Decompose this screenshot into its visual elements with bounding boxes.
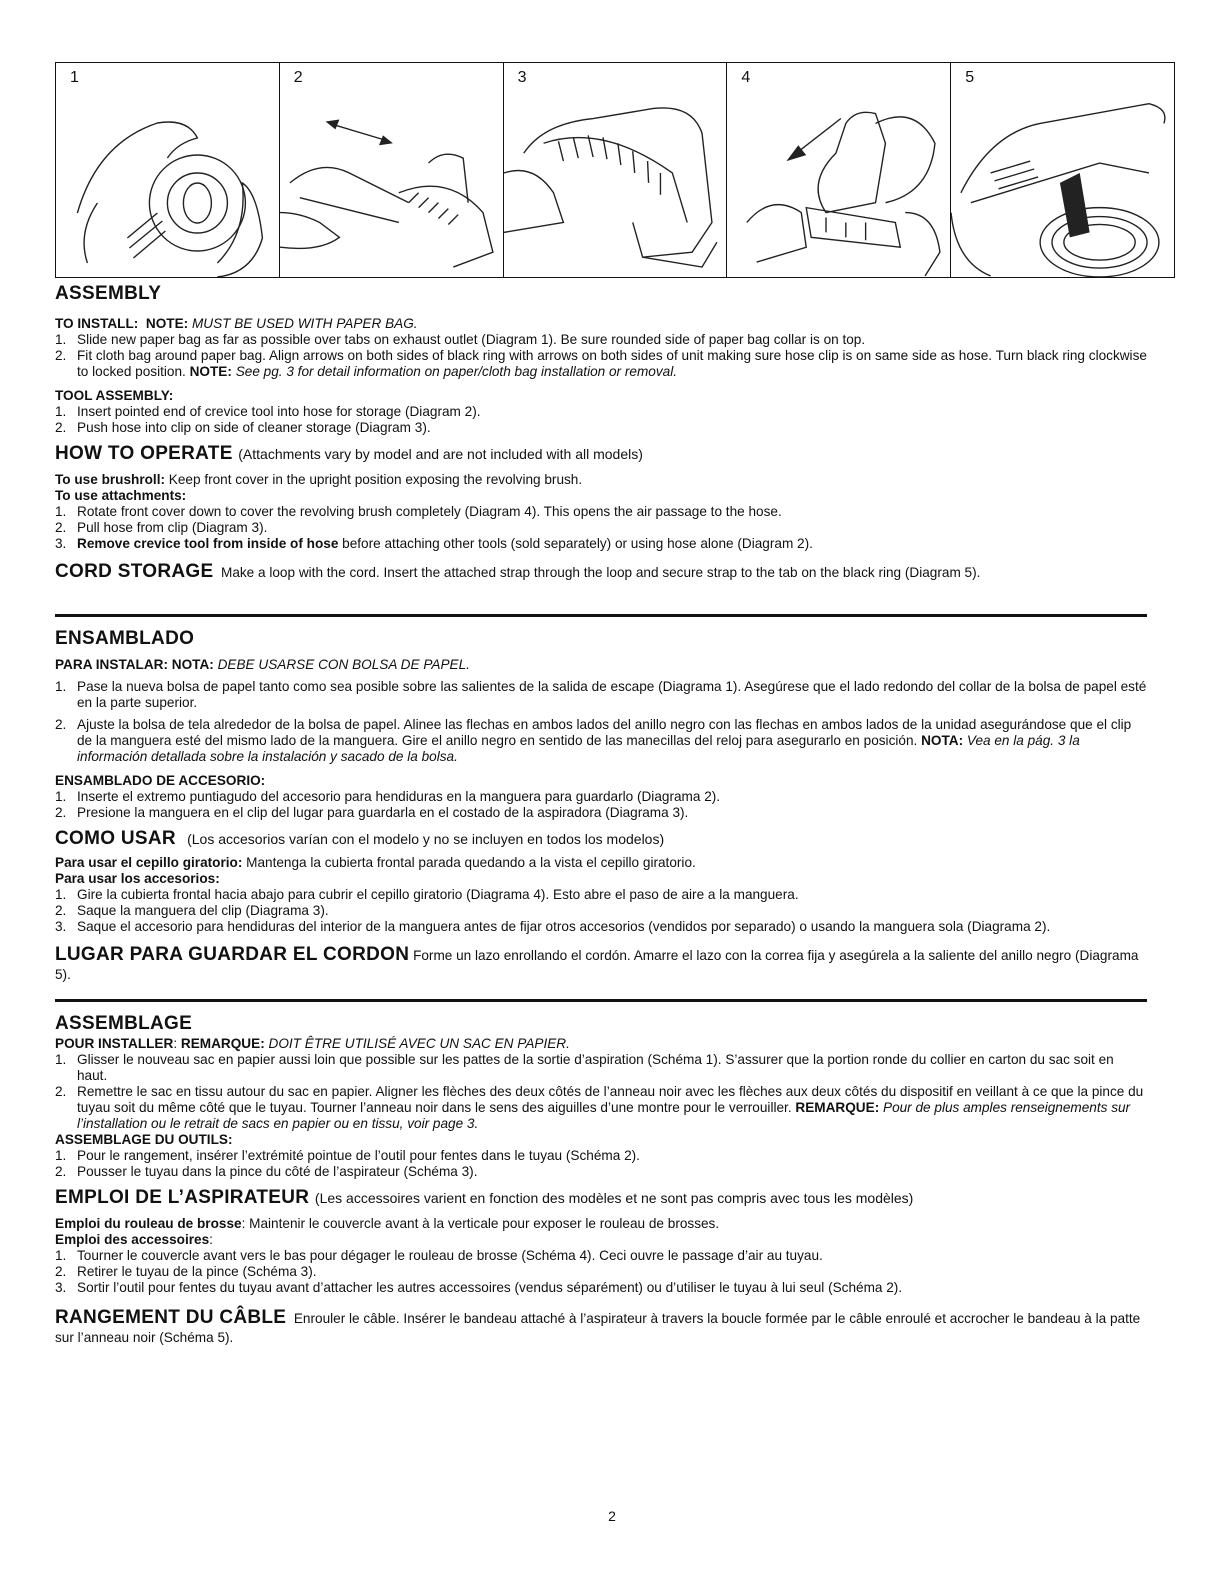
list-item: 1. Glisser le nouveau sac en papier aussi loin que possible sur les pattes de la sortie d’aspiration (Schéma 1). S’assurer que la portion ronde du collier en carton du sac soit en haut. [55,1052,1114,1083]
install-note-label: NOTE: [145,316,189,331]
list-item: 1. Tourner le couvercle avant vers le bas pour dégager le rouleau de brosse (Schéma 4). Ceci ouvre le passage d’air au tuyau. [55,1248,823,1263]
diagram-5-number: 5 [965,69,975,86]
install-steps [55,332,1147,380]
list-item: 2. Pousser le tuyau dans la pince du côté de l’aspirateur (Schéma 3). [55,1164,478,1179]
diagram-3-number: 3 [517,69,527,86]
operate-subheading: (Attachments vary by model and are not included with all models) [238,446,643,462]
install-line [55,316,1147,332]
list-item: 1. Inserte el extremo puntiagudo del accesorio para hendiduras en la manguera para guardarlo (Diagrama 2). [55,789,721,804]
list-item: 2. Remettre le sac en tissu autour du sac en papier. Aligner les flèches des deux côtés de l’anneau noir avec les flèches aux deux côtés du dispositif en veillant à ce que la pince du tuyau soit du même côté que le tuyau. Tourner l’anneau noir dans le sens des aiguilles d’une montre pour le verrouiller. REMARQUE: Pour de plus amples renseignements sur l’installation ou le retrait de sacs en papier ou en tissu, voir page 3. [55,1084,1144,1131]
diagram-1 [56,63,280,277]
diagram-3-illustration [504,63,727,277]
tool-assembly-heading: TOOL ASSEMBLY: [55,388,174,403]
list-item: 1. Pour le rangement, insérer l’extrémité pointue de l’outil pour fentes dans le tuyau (Schéma 2). [55,1148,640,1163]
list-item: 1. Rotate front cover down to cover the revolving brush completely (Diagram 4). This opens the air passage to the hose. [55,504,782,519]
install-step2-note-text: See pg. 3 for detail information on paper/cloth bag installation or removal. [235,364,677,379]
list-item: 1. Slide new paper bag as far as possible over tabs on exhaust outlet (Diagram 1). Be sure rounded side of paper bag collar is on top. [55,332,866,347]
diagram-4 [727,63,951,277]
fr-brush-line: Emploi du rouleau de brosse: Maintenir le couvercle avant à la verticale pour exposer le rouleau de brosses. [55,1216,720,1231]
es-acc-use-heading: Para usar los accesorios: [55,871,220,886]
list-item: 2. Fit cloth bag around paper bag. Align arrows on both sides of black ring with arrows on both sides of unit making sure hose clip is on same side as hose. Turn black ring clockwise to locked position. NOTE: See pg. 3 for detail information on paper/cloth bag installation or removal. [55,348,1147,379]
install-note-text: MUST BE USED WITH PAPER BAG. [191,316,418,331]
brushroll-line: To use brushroll: Keep front cover in the upright position exposing the revolving brush. [55,472,583,487]
assembly-heading: ASSEMBLY [55,283,162,304]
fr-cord-storage: RANGEMENT DU CÂBLE Enrouler le câble. Insérer le bandeau attaché à l’aspirateur à travers la boucle formée par le câble enroulé et accrocher le bandeau à la patte sur l’anneau noir (Schéma 5). [55,1307,1141,1345]
french-section [55,1012,1147,1346]
cord-storage: CORD STORAGE Make a loop with the cord. Insert the attached strap through the loop and secure strap to the tab on the black ring (Diagram 5). [55,561,981,582]
fr-tools-steps [55,1148,1147,1180]
list-item: 3. Saque el accesorio para hendiduras del interior de la manguera antes de fijar otros accesorios (vendidos por separado) o usando la manguera sola (Diagrama 2). [55,919,1051,934]
attachment-steps [55,504,1147,552]
es-use-heading: COMO USAR (Los accesorios varían con el modelo y no se incluyen en todos los modelos) [55,828,665,849]
page-number: 2 [608,1508,616,1524]
diagram-strip [55,62,1175,278]
list-item: 2. Ajuste la bolsa de tela alrededor de la bolsa de papel. Alinee las flechas en ambos lados del anillo negro con las flechas en ambos lados de la unidad asegurándose que el clip de la manguera esté del mismo lado de la manguera. Gire el anillo negro en sentido de las manecillas del reloj para asegurarlo en posición. NOTA: Vea en la pág. 3 la información detallada sobre la instalación y sacado de la bolsa. [55,717,1132,764]
fr-acc-heading: Emploi des accessoires: [55,1232,213,1247]
fr-use-heading: EMPLOI DE L’ASPIRATEUR (Les accessoires varient en fonction des modèles et ne sont pas compris avec tous les modèles) [55,1187,914,1208]
diagram-4-illustration [727,63,950,277]
diagram-3 [504,63,728,277]
section-divider [55,999,1147,1002]
diagram-2-illustration [280,63,503,277]
assemblage-heading: ASSEMBLAGE [55,1013,193,1034]
attachments-heading: To use attachments: [55,488,187,503]
es-install-steps [55,679,1147,765]
list-item: 1. Gire la cubierta frontal hacia abajo para cubrir el cepillo giratorio (Diagrama 4). Esto abre el paso de aire a la manguera. [55,887,799,902]
diagram-5 [951,63,1174,277]
diagram-2-number: 2 [293,69,303,86]
es-use-steps [55,887,1147,935]
diagram-1-number: 1 [70,69,79,86]
list-item: 3. Remove crevice tool from inside of hose before attaching other tools (sold separately) or using hose alone (Diagram 2). [55,536,813,551]
list-item: 2. Retirer le tuyau de la pince (Schéma 3). [55,1264,317,1279]
diagram-2 [280,63,504,277]
list-item: 2. Push hose into clip on side of cleaner storage (Diagram 3). [55,420,431,435]
list-item: 2. Presione la manguera en el clip del lugar para guardarla en el costado de la aspiradora (Diagrama 3). [55,805,689,820]
section-divider [55,614,1147,617]
es-brush-line: Para usar el cepillo giratorio: Mantenga la cubierta frontal parada quedando a la vista el cepillo giratorio. [55,855,696,870]
fr-install-steps [55,1052,1147,1132]
ensamblado-heading: ENSAMBLADO [55,628,195,649]
list-item: 1. Pase la nueva bolsa de papel tanto como sea posible sobre las salientes de la salida de escape (Diagrama 1). Asegúrese que el lado redondo del collar de la bolsa de papel esté en la parte superior. [55,679,1147,710]
english-section [55,282,1147,584]
diagram-1-illustration [56,63,279,277]
diagram-4-number: 4 [741,69,751,86]
es-accessory-steps [55,789,1147,821]
diagram-5-illustration [951,63,1174,277]
fr-acc-steps [55,1248,1147,1296]
fr-install-line: POUR INSTALLER: REMARQUE: DOIT ÊTRE UTILISÉ AVEC UN SAC EN PAPIER. [55,1036,570,1051]
list-item: 3. Sortir l’outil pour fentes du tuyau avant d’attacher les autres accessoires (vendus séparément) ou d’utiliser le tuyau à lui seul (Schéma 2). [55,1280,903,1295]
tool-steps [55,404,1147,436]
list-item: 2. Pull hose from clip (Diagram 3). [55,520,268,535]
es-cord-storage: LUGAR PARA GUARDAR EL CORDON Forme un lazo enrollando el cordón. Amarre el lazo con la correa fija y asegúrela a la saliente del anillo negro (Diagrama 5). [55,944,1139,982]
list-item: 1. Insert pointed end of crevice tool into hose for storage (Diagram 2). [55,404,481,419]
es-accessory-heading: ENSAMBLADO DE ACCESORIO: [55,773,266,788]
fr-tools-heading: ASSEMBLAGE DU OUTILS: [55,1132,233,1147]
install-step2-note-label: NOTE: [189,364,232,379]
page-content [55,282,1147,1346]
cord-storage-heading: CORD STORAGE [55,561,214,582]
list-item: 2. Saque la manguera del clip (Diagrama 3). [55,903,329,918]
install-lead: TO INSTALL: [55,316,139,331]
operate-heading: HOW TO OPERATE (Attachments vary by model and are not included with all models) [55,443,643,464]
es-install-line: PARA INSTALAR: NOTA: DEBE USARSE CON BOLSA DE PAPEL. [55,657,470,672]
spanish-section [55,627,1147,983]
